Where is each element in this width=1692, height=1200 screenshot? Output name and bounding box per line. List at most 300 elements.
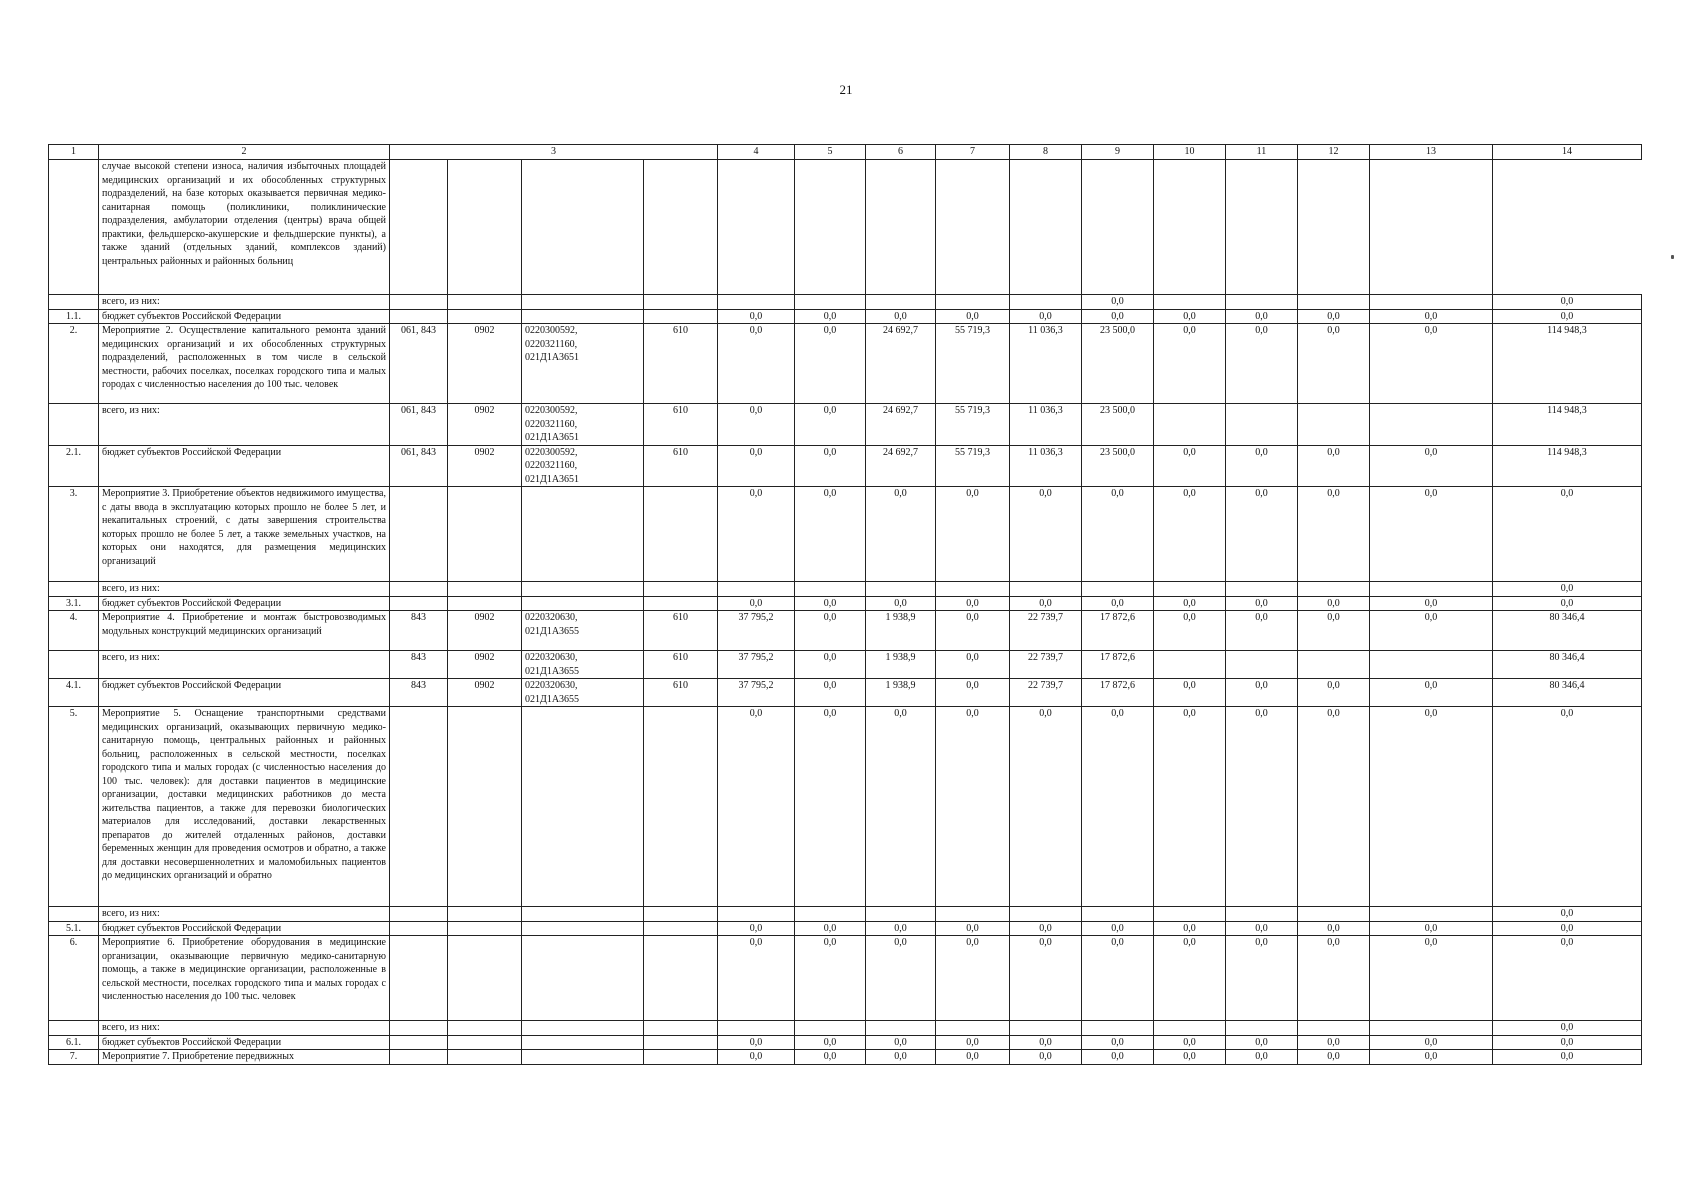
table-row — [49, 404, 1642, 446]
grbs-code — [390, 309, 448, 324]
cell-value: 55 719,3 — [936, 324, 1010, 404]
rzpr-code: 0902 — [448, 611, 522, 651]
cell-value: 0,0 — [1226, 707, 1298, 907]
rzpr-code: 0902 — [448, 679, 522, 707]
vr-code — [644, 907, 718, 922]
vr-code: 610 — [644, 445, 718, 487]
cell-value: 0,0 — [866, 487, 936, 582]
csr-code — [522, 1035, 644, 1050]
cell-value — [1226, 295, 1298, 310]
row-number: 2. — [49, 324, 99, 404]
cell-value: 0,0 — [1298, 324, 1370, 404]
cell-value: 0,0 — [1010, 936, 1082, 1021]
csr-code — [522, 487, 644, 582]
cell-value — [1298, 651, 1370, 679]
cell-value — [718, 295, 795, 310]
cell-value: 11 036,3 — [1010, 324, 1082, 404]
cell-value: 0,0 — [718, 707, 795, 907]
col-head-9: 9 — [1082, 145, 1154, 160]
cell-value: 0,0 — [1370, 596, 1493, 611]
csr-code — [522, 679, 644, 707]
cell-value: 0,0 — [1298, 309, 1370, 324]
cell-value: 114 948,3 — [1493, 324, 1642, 404]
cell-value: 0,0 — [1493, 596, 1642, 611]
cell-value — [866, 295, 936, 310]
grbs-code — [390, 1035, 448, 1050]
col-head-6: 6 — [866, 145, 936, 160]
cell-value: 0,0 — [1493, 487, 1642, 582]
row-label: Мероприятие 4. Приобретение и монтаж быстровозводимых модульных конструкций медицинских организаций — [99, 611, 390, 651]
row-label: всего, из них: — [99, 295, 390, 310]
grbs-code — [390, 596, 448, 611]
col-head-5: 5 — [795, 145, 866, 160]
cell-value: 0,0 — [1298, 679, 1370, 707]
cell-value: 0,0 — [1082, 921, 1154, 936]
cell-value: 0,0 — [1493, 309, 1642, 324]
cell-value: 17 872,6 — [1082, 679, 1154, 707]
csr-code-line: 021Д1А3651 — [525, 473, 580, 485]
cell-value: 0,0 — [1226, 1035, 1298, 1050]
cell-value: 0,0 — [1493, 921, 1642, 936]
cell-value: 0,0 — [1010, 1035, 1082, 1050]
cell-value: 0,0 — [936, 611, 1010, 651]
cell-value — [1298, 582, 1370, 597]
cell-value: 0,0 — [1082, 1035, 1154, 1050]
cell-value — [1370, 651, 1493, 679]
cell-value: 0,0 — [1082, 1050, 1154, 1065]
row-number — [49, 295, 99, 310]
cell-value: 24 692,7 — [866, 324, 936, 404]
rzpr-code — [448, 582, 522, 597]
cell-value — [1010, 295, 1082, 310]
cell-value: 37 795,2 — [718, 611, 795, 651]
cell-value: 0,0 — [936, 309, 1010, 324]
cell-value: 0,0 — [1226, 445, 1298, 487]
cell-value: 0,0 — [1370, 707, 1493, 907]
cell-value: 55 719,3 — [936, 404, 1010, 446]
col-head-1: 1 — [49, 145, 99, 160]
csr-code — [522, 707, 644, 907]
csr-code — [522, 921, 644, 936]
grbs-code — [390, 907, 448, 922]
cell-value: 0,0 — [1370, 1035, 1493, 1050]
cell-value: 0,0 — [936, 1035, 1010, 1050]
row-label: бюджет субъектов Российской Федерации — [99, 596, 390, 611]
cell-value: 0,0 — [1370, 487, 1493, 582]
row-label: бюджет субъектов Российской Федерации — [99, 445, 390, 487]
cell-value: 0,0 — [795, 596, 866, 611]
cell-value: 0,0 — [866, 1035, 936, 1050]
grbs-code: 843 — [390, 679, 448, 707]
cell-value — [1154, 404, 1226, 446]
cell-value — [1154, 651, 1226, 679]
cell-value: 1 938,9 — [866, 679, 936, 707]
vr-code: 610 — [644, 611, 718, 651]
cell-value: 11 036,3 — [1010, 445, 1082, 487]
cell-value — [936, 582, 1010, 597]
grbs-code — [390, 487, 448, 582]
cell-value — [1370, 907, 1493, 922]
table-row — [49, 651, 1642, 679]
table-row — [49, 160, 1642, 295]
cell-value: 0,0 — [1493, 936, 1642, 1021]
grbs-code — [390, 1050, 448, 1065]
cell-value: 1 938,9 — [866, 651, 936, 679]
cell-value: 0,0 — [866, 707, 936, 907]
grbs-code: 061, 843 — [390, 404, 448, 446]
cell-value — [1010, 1021, 1082, 1036]
cell-value: 0,0 — [718, 487, 795, 582]
csr-code-line: 021Д1А3655 — [525, 665, 580, 677]
cell-value — [936, 907, 1010, 922]
cell-value: 0,0 — [1154, 936, 1226, 1021]
cell-value — [795, 907, 866, 922]
cell-value: 0,0 — [1226, 936, 1298, 1021]
row-number: 5.1. — [49, 921, 99, 936]
cell-value: 0,0 — [1370, 936, 1493, 1021]
row-label: всего, из них: — [99, 651, 390, 679]
csr-code-line: 0220300592, — [525, 446, 578, 458]
cell-value: 0,0 — [795, 611, 866, 651]
table-row — [49, 679, 1642, 707]
cell-value: 0,0 — [1010, 487, 1082, 582]
row-number: 3.1. — [49, 596, 99, 611]
cell-value: 0,0 — [1493, 1021, 1642, 1036]
vr-code — [644, 1021, 718, 1036]
vr-code: 610 — [644, 651, 718, 679]
cell-value: 0,0 — [866, 936, 936, 1021]
csr-code-line: 0220300592, — [525, 325, 578, 336]
rzpr-code: 0902 — [448, 404, 522, 446]
cell-value: 0,0 — [936, 707, 1010, 907]
cell-value: 0,0 — [1010, 707, 1082, 907]
grbs-code — [390, 295, 448, 310]
cell-value: 0,0 — [1082, 707, 1154, 907]
row-label: бюджет субъектов Российской Федерации — [99, 679, 390, 707]
cell-value: 0,0 — [718, 1050, 795, 1065]
cell-value — [1226, 907, 1298, 922]
table-row — [49, 1035, 1642, 1050]
rzpr-code: 0902 — [448, 651, 522, 679]
rzpr-code — [448, 487, 522, 582]
cell-value: 0,0 — [1082, 309, 1154, 324]
cell-value: 0,0 — [1298, 1050, 1370, 1065]
csr-code-line: 021Д1А3655 — [525, 625, 580, 637]
cell-value: 0,0 — [1298, 596, 1370, 611]
grbs-code — [390, 1021, 448, 1036]
table-row — [49, 582, 1642, 597]
vr-code — [644, 295, 718, 310]
cell-value: 0,0 — [1493, 295, 1642, 310]
csr-code — [522, 324, 644, 404]
rzpr-code — [448, 596, 522, 611]
cell-value: 0,0 — [1082, 295, 1154, 310]
cell-value: 80 346,4 — [1493, 611, 1642, 651]
cell-value — [795, 582, 866, 597]
cell-value: 0,0 — [1010, 921, 1082, 936]
table-row — [49, 309, 1642, 324]
cell-value: 23 500,0 — [1082, 324, 1154, 404]
csr-code-line: 021Д1А3655 — [525, 693, 580, 705]
row-label: всего, из них: — [99, 907, 390, 922]
row-label: Мероприятие 6. Приобретение оборудования в медицинские организации, оказывающие первичную медико-санитарную помощь, а также в медицинские организации, расположенные в сельской местности, поселках городского типа и малых городах с численностью населения до 100 тыс. человек — [99, 936, 390, 1021]
table-row — [49, 1021, 1642, 1036]
cell-value: 0,0 — [936, 487, 1010, 582]
cell-value: 0,0 — [1154, 679, 1226, 707]
cell-value: 0,0 — [866, 921, 936, 936]
col-head-2: 2 — [99, 145, 390, 160]
cell-value: 24 692,7 — [866, 445, 936, 487]
col-head-13: 13 — [1370, 145, 1493, 160]
cell-value: 0,0 — [1298, 921, 1370, 936]
cell-value — [866, 907, 936, 922]
cell-value: 0,0 — [718, 309, 795, 324]
cell-value — [936, 1021, 1010, 1036]
cell-value: 0,0 — [936, 679, 1010, 707]
cell-value: 0,0 — [1226, 921, 1298, 936]
cell-value: 0,0 — [1226, 1050, 1298, 1065]
vr-code: 610 — [644, 324, 718, 404]
cell-value: 0,0 — [1154, 324, 1226, 404]
cell-value: 0,0 — [1226, 596, 1298, 611]
column-number-row — [49, 145, 1642, 160]
cell-value — [1226, 404, 1298, 446]
row-number — [49, 651, 99, 679]
cell-value — [1010, 907, 1082, 922]
cell-value: 0,0 — [1154, 445, 1226, 487]
cell-value: 0,0 — [1010, 1050, 1082, 1065]
cell-value: 0,0 — [1298, 611, 1370, 651]
cell-value — [1370, 582, 1493, 597]
row-number: 4.1. — [49, 679, 99, 707]
cell-value: 0,0 — [1226, 611, 1298, 651]
cell-value — [1082, 1021, 1154, 1036]
csr-code — [522, 1050, 644, 1065]
cell-value: 22 739,7 — [1010, 679, 1082, 707]
col-head-14: 14 — [1493, 145, 1642, 160]
vr-code — [644, 707, 718, 907]
csr-code — [522, 295, 644, 310]
csr-code — [522, 611, 644, 651]
rzpr-code: 0902 — [448, 324, 522, 404]
table-row — [49, 324, 1642, 404]
cell-value: 0,0 — [1226, 679, 1298, 707]
cell-value: 0,0 — [1082, 936, 1154, 1021]
cell-value: 0,0 — [1154, 611, 1226, 651]
row-number: 4. — [49, 611, 99, 651]
cell-value — [866, 582, 936, 597]
col-head-11: 11 — [1226, 145, 1298, 160]
cell-value: 0,0 — [1154, 921, 1226, 936]
csr-code-line: 0220321160, — [525, 338, 578, 350]
rzpr-code — [448, 707, 522, 907]
cell-value — [1298, 907, 1370, 922]
row-label: Мероприятие 7. Приобретение передвижных — [99, 1050, 390, 1065]
csr-code — [522, 1021, 644, 1036]
col-head-10: 10 — [1154, 145, 1226, 160]
cell-value — [1154, 295, 1226, 310]
cell-value: 0,0 — [1298, 445, 1370, 487]
cell-value: 0,0 — [1010, 596, 1082, 611]
rzpr-code — [448, 1035, 522, 1050]
row-label: Мероприятие 2. Осуществление капитального ремонта зданий медицинских организаций и их обособленных структурных подразделений, расположенных в том числе в сельской местности, рабочих поселках, поселках городского типа и малых городах с численностью населения до 100 тыс. человек — [99, 324, 390, 404]
table-row — [49, 596, 1642, 611]
cell-value: 0,0 — [718, 596, 795, 611]
cell-value: 55 719,3 — [936, 445, 1010, 487]
cell-value: 0,0 — [718, 324, 795, 404]
row-number — [49, 1021, 99, 1036]
intro-description: случае высокой степени износа, наличия избыточных площадей медицинских организаций и их обособленных структурных подразделений, на базе которых оказывается первичная медико-санитарная помощь (поликлиники, поликлинические подразделения, амбулатории отделения (центры) врача общей практики, фельдшерско-акушерские и фельдшерские пункты), а также зданий (отдельных зданий, комплексов зданий) центральных районных и районных больниц — [99, 160, 390, 295]
scan-speck — [1671, 255, 1674, 259]
csr-code-line: 021Д1А3651 — [525, 352, 580, 363]
cell-value: 0,0 — [795, 1050, 866, 1065]
table-row — [49, 487, 1642, 582]
grbs-code: 843 — [390, 651, 448, 679]
cell-value: 0,0 — [1298, 487, 1370, 582]
row-number: 2.1. — [49, 445, 99, 487]
cell-value: 1 938,9 — [866, 611, 936, 651]
table-row — [49, 907, 1642, 922]
csr-code-line: 0220320630, — [525, 680, 578, 691]
row-number: 3. — [49, 487, 99, 582]
csr-code-line: 0220321160, — [525, 418, 578, 430]
vr-code — [644, 582, 718, 597]
row-label: всего, из них: — [99, 404, 390, 446]
csr-code-line: 0220320630, — [525, 612, 578, 623]
vr-code — [644, 1050, 718, 1065]
cell-value: 114 948,3 — [1493, 404, 1642, 446]
rzpr-code — [448, 1050, 522, 1065]
cell-value: 17 872,6 — [1082, 651, 1154, 679]
rzpr-code — [448, 295, 522, 310]
vr-code — [644, 487, 718, 582]
row-label: бюджет субъектов Российской Федерации — [99, 309, 390, 324]
rzpr-code — [448, 921, 522, 936]
cell-value: 0,0 — [795, 324, 866, 404]
vr-code — [644, 596, 718, 611]
cell-value: 0,0 — [795, 936, 866, 1021]
cell-value: 0,0 — [1370, 324, 1493, 404]
cell-value: 0,0 — [1082, 487, 1154, 582]
table-row — [49, 445, 1642, 487]
cell-value — [1154, 1021, 1226, 1036]
cell-value: 0,0 — [936, 936, 1010, 1021]
cell-value — [718, 582, 795, 597]
csr-code-line: 0220321160, — [525, 460, 578, 471]
col-head-7: 7 — [936, 145, 1010, 160]
row-label: Мероприятие 3. Приобретение объектов недвижимого имущества, с даты ввода в эксплуатацию которых прошло не более 5 лет, и некапитальных строений, с даты завершения строительства которых прошло не более 5 лет, а также земельных участков, на которых они находятся, для размещения медицинских организаций — [99, 487, 390, 582]
cell-value: 0,0 — [1493, 1035, 1642, 1050]
cell-value: 0,0 — [1154, 1035, 1226, 1050]
csr-code — [522, 907, 644, 922]
grbs-code — [390, 921, 448, 936]
cell-value: 0,0 — [1370, 679, 1493, 707]
cell-value: 0,0 — [1298, 936, 1370, 1021]
table-row — [49, 1050, 1642, 1065]
row-number — [49, 404, 99, 446]
row-label: всего, из них: — [99, 1021, 390, 1036]
col-head-12: 12 — [1298, 145, 1370, 160]
cell-value: 0,0 — [718, 921, 795, 936]
row-number: 7. — [49, 1050, 99, 1065]
cell-value: 0,0 — [718, 445, 795, 487]
csr-code-line: 021Д1А3651 — [525, 432, 580, 443]
cell-value — [1370, 295, 1493, 310]
page-number: 21 — [839, 82, 853, 97]
cell-value: 0,0 — [866, 1050, 936, 1065]
cell-value: 0,0 — [936, 651, 1010, 679]
cell-value: 0,0 — [795, 1035, 866, 1050]
vr-code — [644, 1035, 718, 1050]
cell-value: 0,0 — [718, 404, 795, 446]
rzpr-code — [448, 309, 522, 324]
cell-value: 11 036,3 — [1010, 404, 1082, 446]
table-row — [49, 295, 1642, 310]
row-label: всего, из них: — [99, 582, 390, 597]
vr-code — [644, 921, 718, 936]
table-row — [49, 707, 1642, 907]
grbs-code: 843 — [390, 611, 448, 651]
cell-value: 0,0 — [1226, 309, 1298, 324]
row-number: 5. — [49, 707, 99, 907]
grbs-code — [390, 707, 448, 907]
csr-code — [522, 651, 644, 679]
cell-value — [1370, 1021, 1493, 1036]
cell-value: 0,0 — [866, 596, 936, 611]
cell-value: 0,0 — [1370, 921, 1493, 936]
table-row — [49, 936, 1642, 1021]
cell-value: 0,0 — [1082, 596, 1154, 611]
row-number: 6. — [49, 936, 99, 1021]
cell-value: 0,0 — [1154, 309, 1226, 324]
cell-value: 0,0 — [1298, 707, 1370, 907]
cell-value: 0,0 — [1493, 707, 1642, 907]
row-label: Мероприятие 5. Оснащение транспортными средствами медицинских организаций, оказывающих первичную медико-санитарную помощь, центральных районных и районных больниц, расположенных в сельской местности, поселках городского типа и малых городах (с численностью населения до 100 тыс. человек): для доставки пациентов в медицинские организации, доставки медицинских работников до места жительства пациентов, а также для перевозки биологических материалов для исследований, доставки лекарственных препаратов до жителей отдаленных районов, доставки беременных женщин для проведения осмотров и обратно, а также для доставки несовершеннолетних и маломобильных пациентов до медицинских организаций и обратно — [99, 707, 390, 907]
cell-value: 0,0 — [1226, 487, 1298, 582]
cell-value: 0,0 — [1370, 1050, 1493, 1065]
cell-value: 0,0 — [1298, 1035, 1370, 1050]
cell-value: 0,0 — [1154, 596, 1226, 611]
cell-value: 0,0 — [795, 309, 866, 324]
table-row — [49, 921, 1642, 936]
cell-value: 0,0 — [1010, 309, 1082, 324]
row-number: 6.1. — [49, 1035, 99, 1050]
cell-value: 0,0 — [1154, 707, 1226, 907]
cell-value: 0,0 — [795, 921, 866, 936]
table-row — [49, 611, 1642, 651]
cell-value — [1298, 1021, 1370, 1036]
cell-value: 0,0 — [1226, 324, 1298, 404]
cell-value: 114 948,3 — [1493, 445, 1642, 487]
rzpr-code — [448, 1021, 522, 1036]
cell-value: 0,0 — [1493, 1050, 1642, 1065]
cell-value: 0,0 — [936, 596, 1010, 611]
cell-value: 0,0 — [795, 707, 866, 907]
rzpr-code: 0902 — [448, 445, 522, 487]
vr-code: 610 — [644, 404, 718, 446]
cell-value — [718, 1021, 795, 1036]
budget-table — [48, 144, 1642, 1065]
cell-value — [718, 907, 795, 922]
csr-code-line: 0220300592, — [525, 405, 578, 416]
cell-value: 0,0 — [795, 487, 866, 582]
cell-value: 80 346,4 — [1493, 651, 1642, 679]
col-head-4: 4 — [718, 145, 795, 160]
cell-value: 0,0 — [795, 679, 866, 707]
cell-value: 0,0 — [936, 1050, 1010, 1065]
cell-value — [1010, 582, 1082, 597]
grbs-code: 061, 843 — [390, 324, 448, 404]
